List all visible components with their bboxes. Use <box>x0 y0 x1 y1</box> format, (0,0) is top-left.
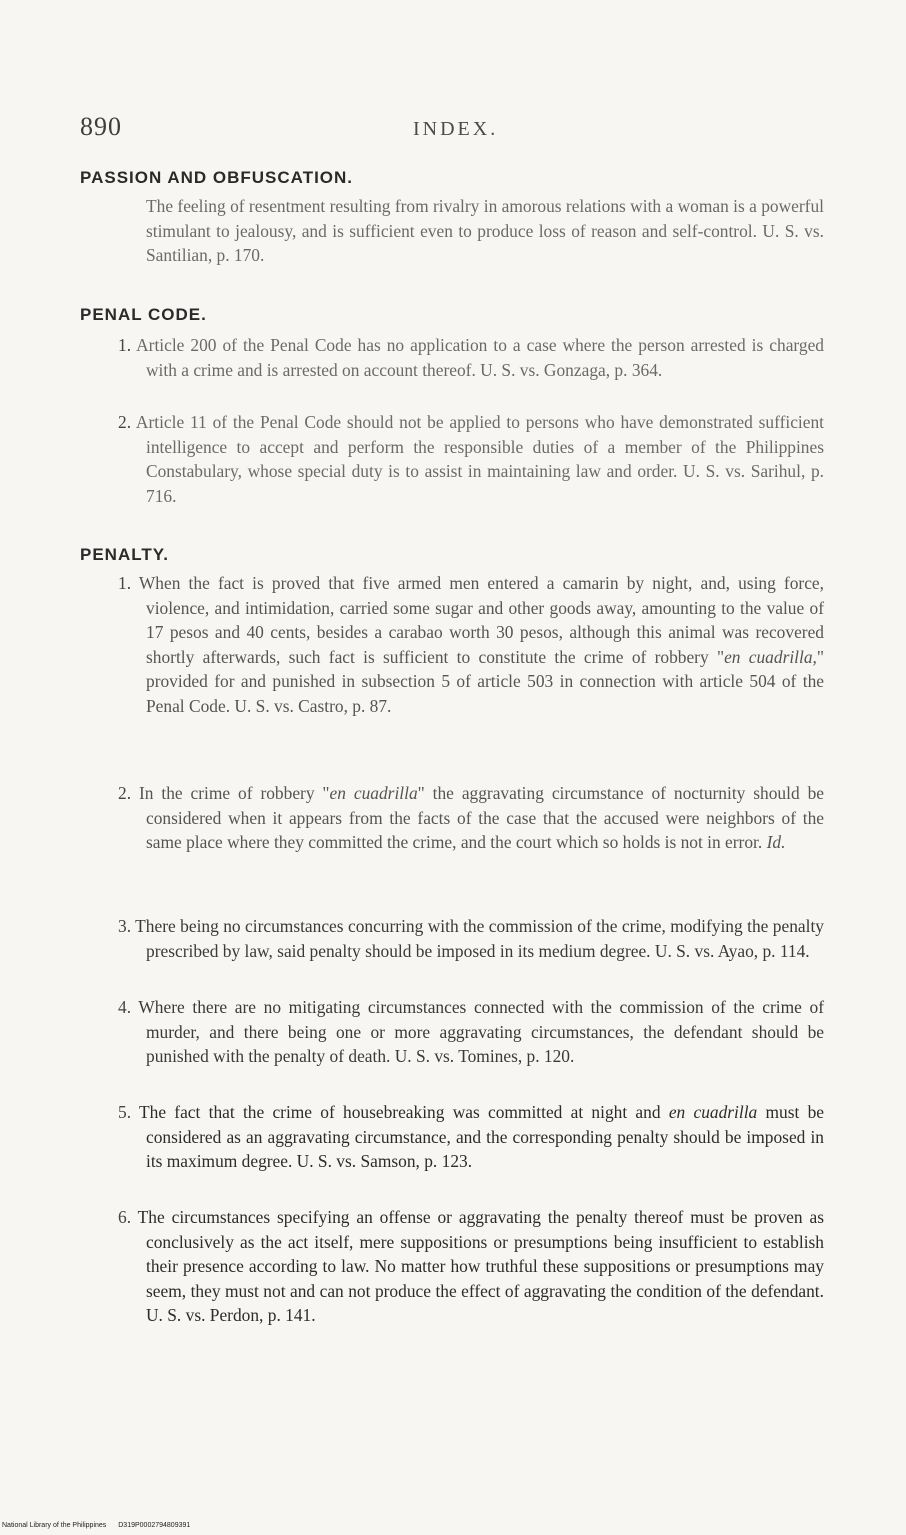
index-entry <box>118 410 824 508</box>
entry-text: The circumstances specifying an offense or aggravating the penalty thereof must be proven as conclusively as the act itself, mere suppositions or presumptions being insufficient to establish their presence according to law. No matter how truthful these suppositions or presumptions may seem, they must not and can not produce the effect of aggravating the condition of the defendant. U. S. vs. Perdon, p. 141. <box>137 1207 824 1326</box>
entry-number: 5. <box>118 1102 132 1122</box>
index-entry <box>118 995 824 1069</box>
entry-italic: en cuadrilla <box>668 1102 758 1122</box>
entry-text: The fact that the crime of housebreaking was committed at night and <box>139 1102 669 1122</box>
index-entry <box>146 194 824 268</box>
index-entry <box>118 333 824 382</box>
entry-italic: en cuadrilla <box>329 783 418 803</box>
entry-text: In the crime of robbery " <box>138 783 330 803</box>
entry-italic: en cuadrilla, <box>724 646 817 667</box>
entry-number: 2. <box>118 412 132 432</box>
entry-number: 2. <box>118 783 132 803</box>
index-entry <box>118 1100 824 1174</box>
entry-text-cont: " the aggravating circumstance of nocturnity should be considered when it appears from the facts of the case that the accused were neighbors of the same place where they committed the crime, and the court which so holds is not in error. <box>146 783 824 853</box>
page-number: 890 <box>80 112 122 141</box>
section-heading-penal-code: PENAL CODE. <box>80 305 207 324</box>
footer-code: D319P0002794809391 <box>118 1522 191 1529</box>
entry-number: 6. <box>118 1207 132 1227</box>
running-head: INDEX. <box>413 118 499 140</box>
entry-text-cont: must be considered as an aggravating circumstance, and the corresponding penalty should be imposed in its maximum degree. U. S. vs. Samson, p. 123. <box>146 1102 824 1172</box>
index-entry <box>118 914 824 963</box>
footer-library: National Library of the Philippines <box>2 1522 107 1529</box>
scan-footer <box>2 1522 200 1529</box>
entry-text: Where there are no mitigating circumstances connected with the commission of the crime of murder, and there being one or more aggravating circumstances, the defendant should be punished with the penalty of death. U. S. vs. Tomines, p. 120. <box>138 997 824 1067</box>
index-entry <box>118 781 824 855</box>
entry-number: 4. <box>118 997 132 1017</box>
entry-text: Article 200 of the Penal Code has no application to a case where the person arrested is charged with a crime and is arrested on account thereof. U. S. vs. Gonzaga, p. 364. <box>136 335 824 380</box>
index-entry <box>118 1205 824 1328</box>
index-entry <box>118 571 824 719</box>
entry-text: When the fact is proved that five armed men entered a camarin by night, and, using force, violence, and intimidation, carried some sugar and other goods away, amounting to the value of 17 pesos and 40 cents, besides a carabao worth 30 pesos, although this animal was recovered shortly afterwards, such fact is sufficient to constitute the crime of robbery " <box>138 573 824 667</box>
entry-text: There being no circumstances concurring with the commission of the crime, modifying the penalty prescribed by law, said penalty should be imposed in its medium degree. U. S. vs. Ayao, p. 114. <box>135 916 824 961</box>
entry-text-cont: " provided for and punished in subsection 5 of article 503 in connection with article 504 of the Penal Code. U. S. vs. Castro, p. 87. <box>146 646 824 716</box>
section-heading-penalty: PENALTY. <box>80 545 169 564</box>
entry-text: The feeling of resentment resulting from rivalry in amorous relations with a woman is a powerful stimulant to jealousy, and is sufficient even to produce loss of reason and self-control. U. S. vs. Santilian, p. 170. <box>146 196 824 266</box>
entry-number: 1. <box>118 335 132 355</box>
entry-italic-id: Id. <box>766 832 786 853</box>
entry-text: Article 11 of the Penal Code should not be applied to persons who have demonstrated sufficient intelligence to accept and perform the responsible duties of a member of the Philippines Constabulary, whose special duty is to assist in maintaining law and order. U. S. vs. Sarihul, p. 716. <box>135 412 824 506</box>
section-heading-passion: PASSION AND OBFUSCATION. <box>80 168 354 187</box>
entry-number: 3. <box>118 916 132 936</box>
entry-number: 1. <box>118 573 132 593</box>
